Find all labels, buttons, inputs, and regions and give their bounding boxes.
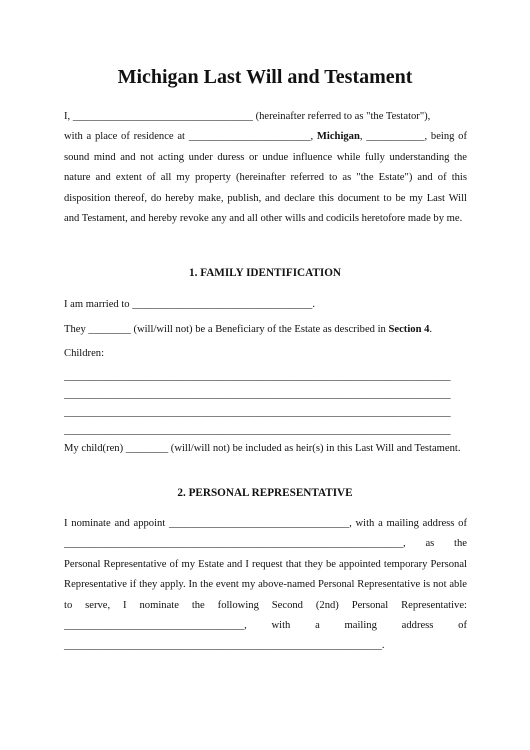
child-blank-line: _________________________________________________________________________ bbox=[64, 371, 451, 382]
testator-line: I, __________________________________ (hereinafter referred to as "the Testator"), bbox=[64, 111, 431, 122]
spouse-beneficiary-line bbox=[64, 323, 467, 337]
section-4-reference: Section 4 bbox=[388, 324, 430, 335]
section-2-heading: 2. PERSONAL REPRESENTATIVE bbox=[177, 487, 353, 499]
period: . bbox=[429, 324, 433, 335]
document-title: Michigan Last Will and Testament bbox=[117, 66, 413, 88]
child-blank-line: _________________________________________________________________________ bbox=[64, 425, 451, 436]
intro-paragraph bbox=[64, 107, 467, 229]
children-label: Children: bbox=[64, 348, 105, 359]
residence-line-end: , ___________, bbox=[359, 131, 428, 143]
personal-representative-paragraph: I nominate and appoint __________________________________, with a mailing address of ________________________________________________________________, as the Personal Representative of my Estate and I request that they be appointed temporary Personal Representative if they apply. In the event my above-named Personal Representative is not able to serve, I nominate the following Second (2nd) Personal Representative: __________________________________, with a mailing address of ____________________________________________________________. bbox=[64, 518, 467, 652]
spouse-line: I am married to __________________________________. bbox=[64, 299, 315, 310]
section-1-heading: 1. FAMILY IDENTIFICATION bbox=[189, 267, 341, 279]
child-blank-line: _________________________________________________________________________ bbox=[64, 389, 451, 400]
beneficiary-text: They ________ (will/will not) be a Beneficiary of the Estate as described in bbox=[64, 324, 389, 335]
state-name: Michigan bbox=[316, 131, 360, 143]
declaration-text: being of sound mind and not acting under duress or undue influence while fully understanding the nature and extent of all my property (hereinafter referred to as "the Estate") and of this disposition thereof, do hereby make, publish, and declare this document to be my Last Will and Testament, and hereby revoke any and all other wills and codicils heretofore made by me. bbox=[64, 131, 467, 225]
residence-line-start: with a place of residence at _______________________, bbox=[64, 131, 317, 143]
child-blank-line: _________________________________________________________________________ bbox=[64, 407, 451, 418]
heirs-paragraph: My child(ren) ________ (will/will not) be included as heir(s) in this Last Will and Testament. bbox=[64, 443, 461, 454]
